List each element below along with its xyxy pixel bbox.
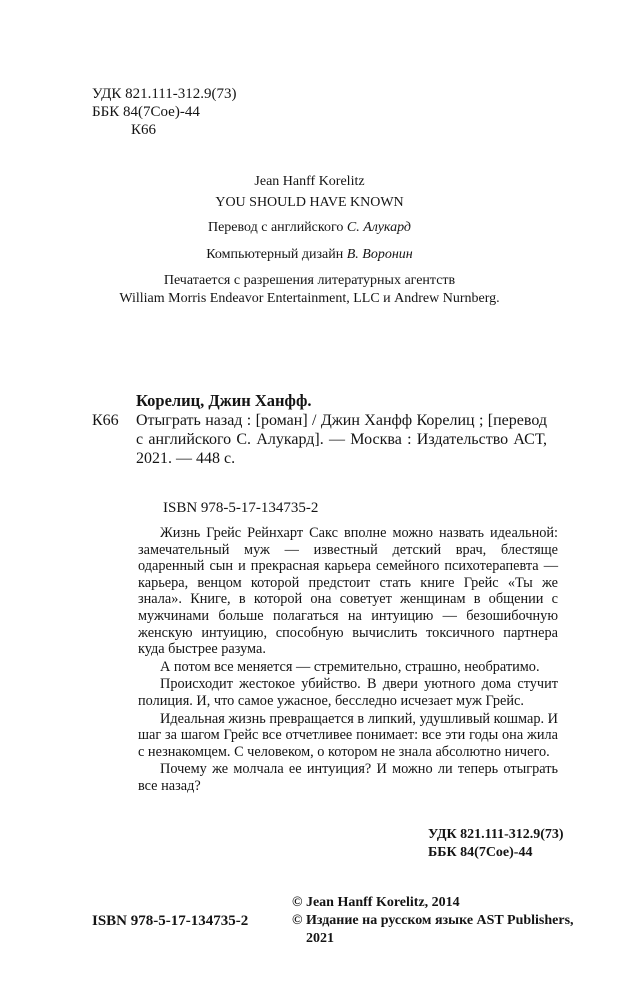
footer-isbn: ISBN 978-5-17-134735-2 <box>92 913 249 929</box>
annotation-paragraph: А потом все меняется — стремительно, страшно, необратимо. <box>160 658 540 675</box>
udk-code: УДК 821.111-312.9(73) <box>92 86 237 102</box>
design-label: Компьютерный дизайн <box>206 247 344 262</box>
translator-name: С. Алукард <box>346 220 412 235</box>
annotation-paragraph: Почему же молчала ее интуиция? И можно ли теперь отыграть все назад? <box>138 761 558 794</box>
annotation <box>138 525 558 795</box>
designer-name: В. Воронин <box>346 247 413 262</box>
footer-bbk: ББК 84(7Сое)-44 <box>428 845 533 860</box>
author-mark: К66 <box>131 122 157 138</box>
bib-code: К66 <box>92 412 119 429</box>
original-title: YOU SHOULD HAVE KNOWN <box>215 195 404 210</box>
annotation-paragraph: Жизнь Грейс Рейнхарт Сакс вполне можно назвать идеальной: замечательный муж — известный детский врач, блестяще одаренный сын и прекрасная карьера семейного психотерапевта — карьера, венцом которой предстоит стать книге Грейс «Ты же знала». Книге, в которой она советует женщинам в общении с мужчинами больше полагаться на интуицию — безошибочную женскую интуицию, способную вычислить токсичного партнера куда быстрее разума. <box>138 525 558 658</box>
permission-line-2: William Morris Endeavor Entertainment, LLC и Andrew Nurnberg. <box>119 291 500 306</box>
translation-label: Перевод с английского <box>207 220 344 235</box>
copyright-edition: © Издание на русском языке AST Publishers, <box>292 913 574 928</box>
design-credit <box>0 246 619 264</box>
bib-author-heading: Корелиц, Джин Ханфф. <box>136 391 312 410</box>
copyright-original: © Jean Hanff Korelitz, 2014 <box>292 895 460 910</box>
annotation-paragraph: Происходит жестокое убийство. В двери уютного дома стучит полиция. И, что самое ужасное, бесследно исчезает муж Грейс. <box>138 676 558 709</box>
copyright-year: 2021 <box>306 931 334 946</box>
bbk-code: ББК 84(7Сое)-44 <box>92 104 200 120</box>
bib-description: Отыграть назад : [роман] / Джин Ханфф Корелиц ; [перевод с английского С. Алукард]. — Москва : Издательство АСТ, 2021. — 448 с. <box>136 412 547 467</box>
permission-line-1: Печатается с разрешения литературных агентств <box>163 273 456 288</box>
annotation-paragraph: Идеальная жизнь превращается в липкий, удушливый кошмар. И шаг за шагом Грейс все отчетливее понимает: все эти годы она жила с незнакомцем. С человеком, о котором не знала абсолютно ничего. <box>138 710 558 760</box>
bibliographic-record <box>92 391 547 468</box>
footer-udk: УДК 821.111-312.9(73) <box>428 827 564 842</box>
original-author: Jean Hanff Korelitz <box>254 174 365 189</box>
translation-credit <box>0 219 619 237</box>
bib-isbn: ISBN 978-5-17-134735-2 <box>163 500 319 516</box>
